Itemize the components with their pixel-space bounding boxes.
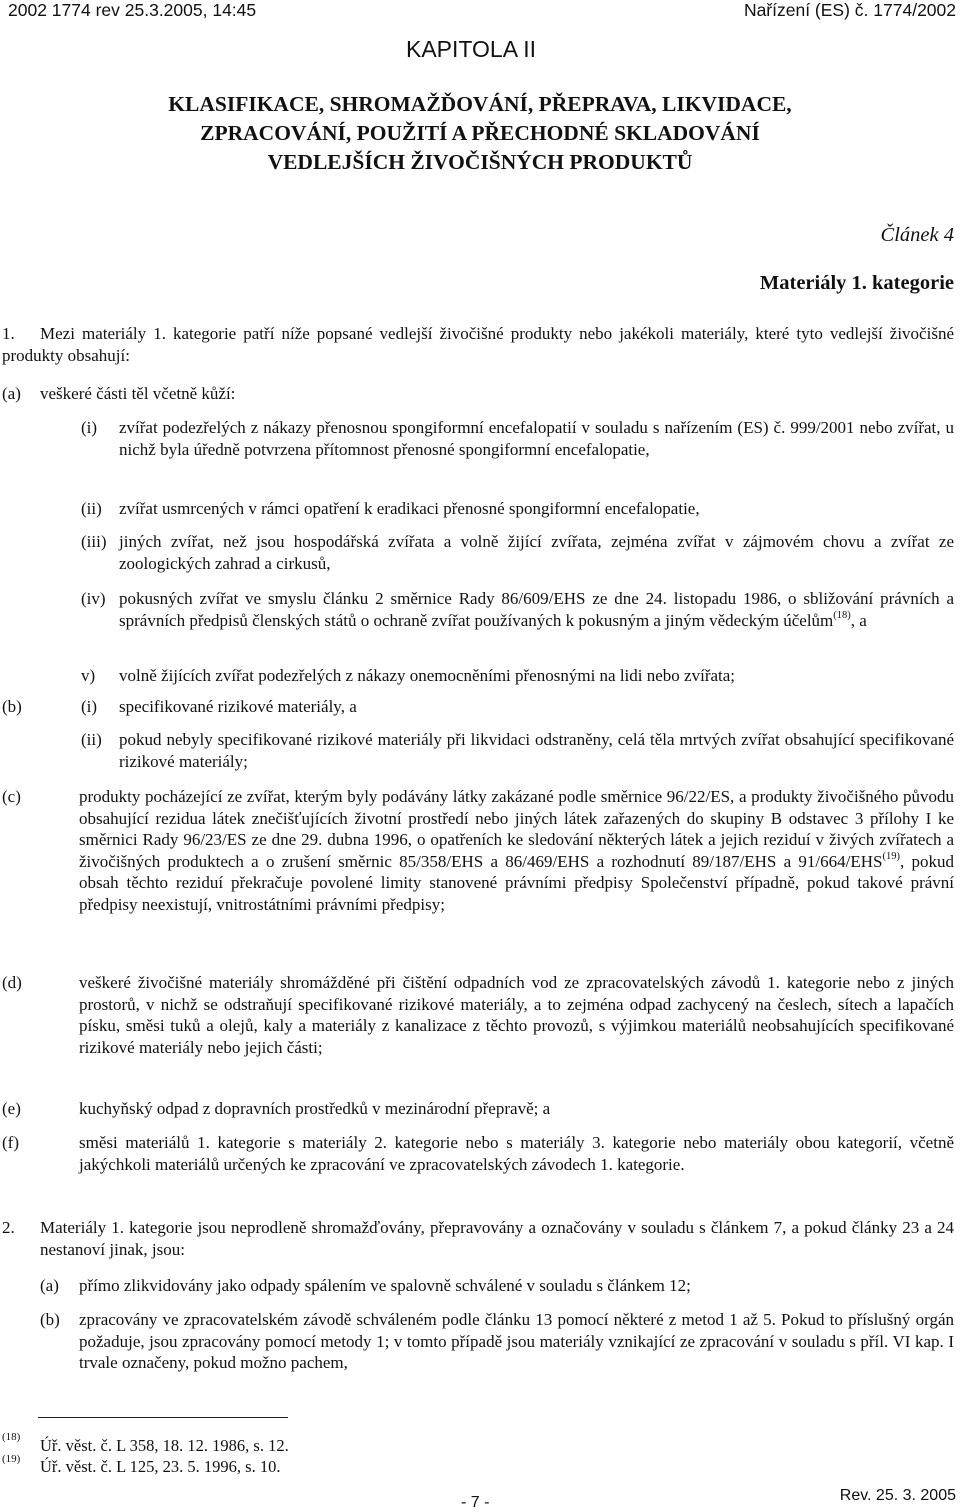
subitem-label: (iv) — [81, 589, 106, 608]
subitem-text: jiných zvířat, než jsou hospodářská zvířata a volně žijící zvířata, zejména zvířat v zájmovém chovu a zvířat ze zoologických zahrad a cirkusů, — [119, 532, 954, 573]
subitem-text: zvířat podezřelých z nákazy přenosnou spongiformní encefalopatií v souladu s nařízením (ES) č. 999/2001 nebo zvířat, u nichž byla úředně potvrzena přítomnost přenosné spongiformní encefalopatie, — [119, 418, 954, 459]
header-regulation-ref: Nařízení (ES) č. 1774/2002 — [743, 0, 956, 20]
subitem-text: specifikované rizikové materiály, a — [119, 697, 357, 716]
item-label: (d) — [2, 973, 22, 992]
chapter-heading: KAPITOLA II — [406, 36, 536, 62]
footnote-divider — [38, 1417, 288, 1418]
item-label: (c) — [2, 787, 21, 806]
footnote-text: Úř. věst. č. L 125, 23. 5. 1996, s. 10. — [40, 1457, 281, 1476]
chapter-title-line: KLASIFIKACE, SHROMAŽĎOVÁNÍ, PŘEPRAVA, LIKVIDACE, — [168, 92, 792, 116]
item-label: (f) — [2, 1133, 19, 1152]
subitem-text: volně žijících zvířat podezřelých z nákazy onemocněními přenosnými na lidi nebo zvířata; — [119, 666, 736, 685]
subitem-label: (iii) — [81, 532, 107, 551]
item-label: (a) — [40, 1276, 59, 1295]
subitem-text: zvířat usmrcených v rámci opatření k eradikaci přenosné spongiformní encefalopatie, — [119, 499, 700, 518]
paragraph-text: Materiály 1. kategorie jsou neprodleně shromažďovány, přepravovány a označovány v souladu s článkem 7, a pokud články 23 a 24 nestanoví jinak, jsou: — [40, 1218, 954, 1259]
chapter-title-line: ZPRACOVÁNÍ, POUŽITÍ A PŘECHODNÉ SKLADOVÁNÍ — [200, 121, 760, 145]
item-text: přímo zlikvidovány jako odpady spálením ve spalovně schválené v souladu s článkem 12; — [79, 1276, 691, 1295]
item-text: směsi materiálů 1. kategorie s materiály 2. kategorie nebo s materiály 3. kategorie nebo materiály obou kategorií, včetně jakýchkoli materiálů určených ke zpracování ve zpracovatelských závodech 1. kategorie. — [79, 1133, 954, 1174]
item-text-main: produkty pocházející ze zvířat, kterým byly podávány látky zakázané podle směrnice 96/22/ES, a produkty živočišného původu obsahující rezidua látek znečišťujících životní prostředí nebo jiných látek zařazených do skupiny B odstavec 3 přílohy I ke směrnici Rady 96/23/ES ze dne 29. dubna 1996, o opatřeních ke sledování některých látek a jejich reziduí v živých zvířatech a živočišných produktech a o zrušení směrnic 85/358/EHS a 86/469/EHS a rozhodnutí 89/187/EHS a 91/664/EHS — [79, 787, 954, 871]
item-text: kuchyňský odpad z dopravních prostředků v mezinárodní přepravě; a — [79, 1099, 551, 1118]
paragraph-number: 2. — [2, 1218, 15, 1237]
item-text: veškeré části těl včetně kůží: — [40, 384, 236, 403]
page-number: - 7 - — [461, 1494, 490, 1511]
paragraph-text: Mezi materiály 1. kategorie patří níže popsané vedlejší živočišné produkty nebo jakékoli materiály, které tyto vedlejší živočišné produkty obsahují: — [2, 324, 954, 365]
subitem-text — [119, 588, 954, 631]
subitem-label: (ii) — [81, 499, 102, 518]
footer-revision: Rev. 25. 3. 2005 — [839, 1487, 956, 1504]
footnote-mark: (18) — [2, 1431, 21, 1443]
chapter-title — [60, 90, 900, 177]
item-label: (e) — [2, 1099, 21, 1118]
item-label: (b) — [40, 1310, 60, 1329]
subitem-text: pokud nebyly specifikované rizikové materiály při likvidaci odstraněny, celá těla mrtvých zvířat obsahující specifikované rizikové materiály; — [119, 730, 954, 771]
footnote-mark: (19) — [2, 1453, 21, 1465]
article-title: Materiály 1. kategorie — [759, 272, 954, 294]
item-text: zpracovány ve zpracovatelském závodě schváleném podle článku 13 pomocí některé z metod 1 až 5. Pokud to příslušný orgán požaduje, jsou zpracovány pomocí metody 1; v tomto případě jsou materiály vznikající ze zpracování v souladu s příl. VI kap. I trvale označeny, pokud možno pachem, — [79, 1310, 954, 1372]
item-text: veškeré živočišné materiály shromážděné při čištění odpadních vod ze zpracovatelských závodů 1. kategorie nebo z jiných prostorů, v nichž se odstraňují specifikované rizikové materiály, a to zejména odpad zachycený na česlech, sítech a lapačích písku, směsi tuků a olejů, kaly a materiály z kanalizace z těchto provozů, s výjimkou materiálů neobsahujících specifikované rizikové materiály nebo jejich části; — [79, 973, 954, 1057]
subitem-text-main: pokusných zvířat ve smyslu článku 2 směrnice Rady 86/609/EHS ze dne 24. listopadu 1986, o sbližování právních a správních předpisů členských států o ochraně zvířat používaných k pokusným a jiným vědeckým účelům — [119, 589, 954, 630]
subitem-text-tail: , a — [850, 610, 867, 630]
paragraph-number: 1. — [2, 324, 15, 343]
subitem-label: v) — [81, 666, 96, 685]
item-label: (b) — [2, 697, 22, 716]
article-number: Článek 4 — [880, 224, 954, 246]
chapter-title-line: VEDLEJŠÍCH ŽIVOČIŠNÝCH PRODUKTŮ — [267, 150, 693, 174]
header-doc-info: 2002 1774 rev 25.3.2005, 14:45 — [8, 0, 257, 20]
item-text-tail: , pokud obsah těchto reziduí překračuje povolené limity stanovené právními předpisy Společenství případně, pokud takové právní předpisy neexistují, vnitrostátními právními předpisy; — [79, 851, 954, 914]
footnote-ref: (19) — [882, 850, 900, 862]
subitem-label: (i) — [81, 697, 98, 716]
item-text — [79, 786, 954, 915]
item-label: (a) — [2, 384, 21, 403]
footnote-text: Úř. věst. č. L 358, 18. 12. 1986, s. 12. — [40, 1436, 289, 1455]
footnote-ref: (18) — [833, 609, 851, 621]
subitem-label: (ii) — [81, 730, 102, 749]
subitem-label: (i) — [81, 418, 98, 437]
